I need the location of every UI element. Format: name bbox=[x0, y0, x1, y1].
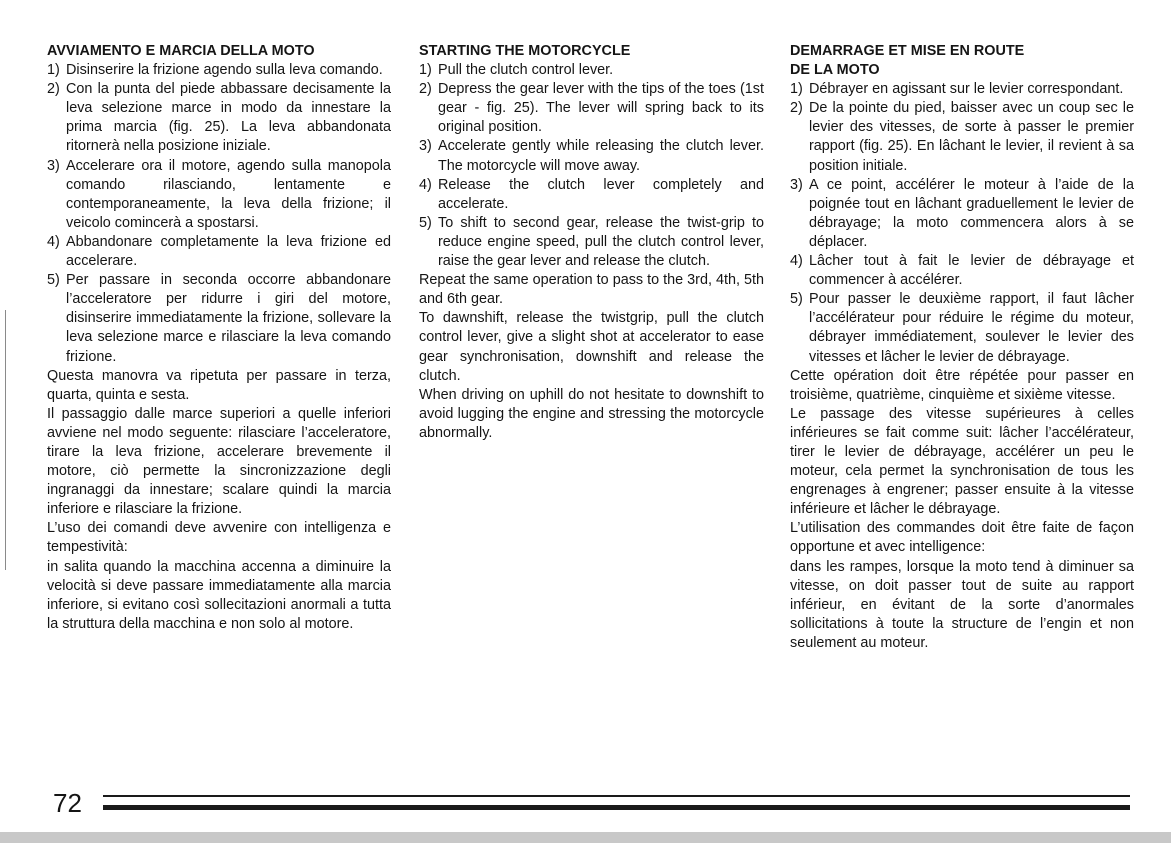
paragraph: To dawnshift, release the twistgrip, pull the clutch control lever, give a slight shot at accelerator to ease gear synchronisation, downshift and release the clutch. bbox=[419, 310, 764, 384]
paragraph: in salita quando la macchina accenna a diminuire la velocità si deve passare immediatamente alla marcia inferiore, si evitano così sollecitazioni anormali a tutta la struttura della macchina e non solo al motore. bbox=[47, 558, 391, 632]
paragraph: Repeat the same operation to pass to the 3rd, 4th, 5th and 6th gear. bbox=[419, 272, 764, 308]
footer-rule-bold bbox=[103, 805, 1130, 810]
paragraph: When driving on uphill do not hesitate to downshift to avoid lugging the engine and stressing the motorcycle abnormally. bbox=[419, 386, 764, 441]
list-item: 3) Accelerate gently while releasing the clutch lever. The motorcycle will move away. bbox=[419, 138, 764, 174]
paragraph: L’uso dei comandi deve avvenire con intelligenza e tempestività: bbox=[47, 520, 391, 556]
list-item: 1) Débrayer en agissant sur le levier correspondant. bbox=[790, 81, 1124, 98]
list-item: 1) Disinserire la frizione agendo sulla leva comando. bbox=[47, 62, 383, 79]
paragraph: Le passage des vitesse supérieures à celles inférieures se fait comme suit: lâcher l’accélérateur, tirer le levier de débrayage, accélérer un peu le moteur, cela permet la synchronisation de tous les engrenages à engrener; passer ensuite à la vitesse inférieure et lâcher le débrayage. bbox=[790, 405, 1134, 518]
list-item: 3) A ce point, accélérer le moteur à l’aide de la poignée tout en lâchant graduellement le levier de débrayage; la moto commencera alors à se déplacer. bbox=[790, 176, 1134, 250]
italian-title: AVVIAMENTO E MARCIA DELLA MOTO bbox=[47, 43, 315, 59]
page-edge-band bbox=[0, 832, 1171, 843]
list-item: 2) Depress the gear lever with the tips of the toes (1st gear - fig. 25). The lever will spring back to its original position. bbox=[419, 81, 764, 136]
english-title: STARTING THE MOTORCYCLE bbox=[419, 43, 631, 59]
paragraph: Questa manovra va ripetuta per passare in terza, quarta, quinta e sesta. bbox=[47, 367, 391, 403]
english-column bbox=[419, 42, 764, 443]
list-item: 4) Release the clutch lever completely and accelerate. bbox=[419, 176, 764, 212]
paragraph: L’utilisation des commandes doit être faite de façon opportune et avec intelligence: bbox=[790, 520, 1134, 556]
italian-steps bbox=[47, 61, 391, 367]
italian-column bbox=[47, 42, 391, 634]
list-item: 1) Pull the clutch control lever. bbox=[419, 62, 614, 79]
page-number: 72 bbox=[53, 788, 82, 818]
french-title-line2: DE LA MOTO bbox=[790, 62, 880, 79]
list-item: 5) Pour passer le deuxième rapport, il faut lâcher l’accélérateur pour réduire le régime du moteur, débrayer immédiatement, soulever le levier des vitesses et lâcher le levier de débrayage. bbox=[790, 291, 1134, 365]
list-item: 4) Lâcher tout à fait le levier de débrayage et commencer à accélérer. bbox=[790, 253, 1134, 289]
french-title bbox=[790, 42, 1134, 80]
paragraph: dans les rampes, lorsque la moto tend à diminuer sa vitesse, on doit passer tout de suite au rapport inférieur, en évitant de la sorte d’anormales sollicitations à toute la structure de l’engin et non seulement au moteur. bbox=[790, 558, 1134, 651]
list-item: 5) Per passare in seconda occorre abbandonare l’acceleratore per ridurre i giri del motore, disinserire immediatamente la frizione, sollevare la leva selezione marce e rilasciare la leva comando frizione. bbox=[47, 272, 391, 365]
french-title-line1: DEMARRAGE ET MISE EN ROUTE bbox=[790, 43, 1025, 59]
footer-rule bbox=[103, 795, 1130, 797]
paragraph: Il passaggio dalle marce superiori a quelle inferiori avviene nel modo seguente: rilasciare l’acceleratore, tirare la leva frizione, accelerare brevemente il motore, ciò permette la sincronizzazione degli ingranaggi da innestare; scalare quindi la marcia inferiore e rilasciare la frizione. bbox=[47, 405, 391, 518]
list-item: 4) Abbandonare completamente la leva frizione ed accelerare. bbox=[47, 233, 391, 270]
french-column bbox=[790, 42, 1134, 653]
french-steps bbox=[790, 80, 1134, 366]
list-item: 5) To shift to second gear, release the twist-grip to reduce engine speed, pull the clutch control lever, raise the gear lever and release the clutch. bbox=[419, 214, 764, 270]
english-steps bbox=[419, 61, 764, 271]
list-item: 2) Con la punta del piede abbassare decisamente la leva selezione marce in modo da innestare la prima marcia (fig. 25). La leva abbandonata ritornerà nella posizione iniziale. bbox=[47, 81, 391, 155]
paragraph: Cette opération doit être répétée pour passer en troisième, quatrième, cinquième et sixième vitesse. bbox=[790, 367, 1134, 403]
list-item: 3) Accelerare ora il motore, agendo sulla manopola comando rilasciando, lentamente e contemporaneamente, la leva della frizione; il veicolo comincerà a spostarsi. bbox=[47, 157, 391, 231]
margin-scan-mark bbox=[5, 310, 6, 570]
list-item: 2) De la pointe du pied, baisser avec un coup sec le levier des vitesses, de sorte à passer le premier rapport (fig. 25). En lâchant le levier, il revient à sa position initiale. bbox=[790, 100, 1134, 174]
